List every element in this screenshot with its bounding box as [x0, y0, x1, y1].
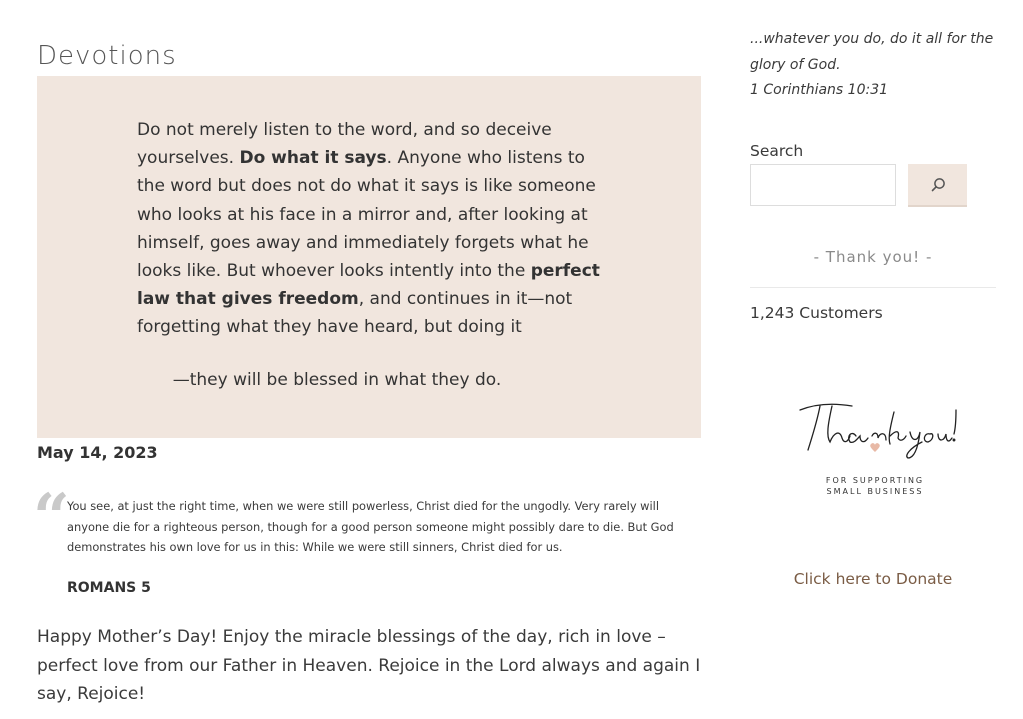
blockquote-citation: ROMANS 5 [67, 580, 151, 596]
search-input[interactable] [750, 164, 896, 206]
search-label: Search [750, 142, 804, 160]
sidebar-verse-text: ...whatever you do, do it all for the glory of God. [750, 31, 994, 73]
verse-emphasis: perfect law that gives freedom [137, 261, 600, 310]
verse-text-part: , and continues in it—not forgetting what they have heard, but doing it [137, 289, 573, 338]
sidebar-verse-reference: 1 Corinthians 10:31 [750, 82, 889, 98]
sidebar-verse [750, 27, 1000, 104]
thank-you-logo [790, 392, 960, 502]
verse-text-part: Do not merely listen to the word, and so deceive yourselves. [137, 120, 552, 169]
quote-mark-icon: “ [33, 480, 70, 555]
search-icon [930, 177, 946, 193]
verse-text [137, 116, 607, 342]
verse-text-part: . Anyone who listens to the word but does not do what it says is like someone who looks at his face in a mirror and, after looking at himself, goes away and immediately forgets what he looks like. But whoever looks intently into the [137, 148, 596, 282]
logo-text-line2: SMALL BUSINESS [826, 487, 924, 496]
customer-count: 1,243 Customers [750, 304, 883, 322]
featured-verse-box [37, 76, 701, 438]
blockquote-text: You see, at just the right time, when we were still powerless, Christ died for the ungodly. Very rarely will anyone die for a righteous person, though for a good person someone might possibly dare to die. But God demonstrates his own love for us in this: While we were still sinners, Christ died for us. [67, 499, 674, 554]
verse-emphasis: Do what it says [239, 148, 387, 169]
page-title: Devotions [37, 41, 177, 72]
logo-text-line1: FOR SUPPORTING [825, 476, 925, 485]
post-body-text: Happy Mother’s Day! Enjoy the miracle blessings of the day, rich in love – perfect love from our Father in Heaven. Rejoice in the Lord always and again I say, Rejoice! [37, 627, 701, 704]
donate-link[interactable]: Click here to Donate [793, 570, 953, 588]
search-button[interactable] [908, 164, 967, 207]
thank-you-heading: - Thank you! - [813, 248, 933, 266]
heart-icon [870, 443, 880, 452]
sidebar-divider [750, 287, 996, 288]
post-date: May 14, 2023 [37, 443, 158, 462]
thank-you-script-logo [790, 392, 960, 462]
verse-ending-text: —they will be blessed in what they do. [172, 370, 502, 390]
verse-ending [37, 370, 701, 390]
